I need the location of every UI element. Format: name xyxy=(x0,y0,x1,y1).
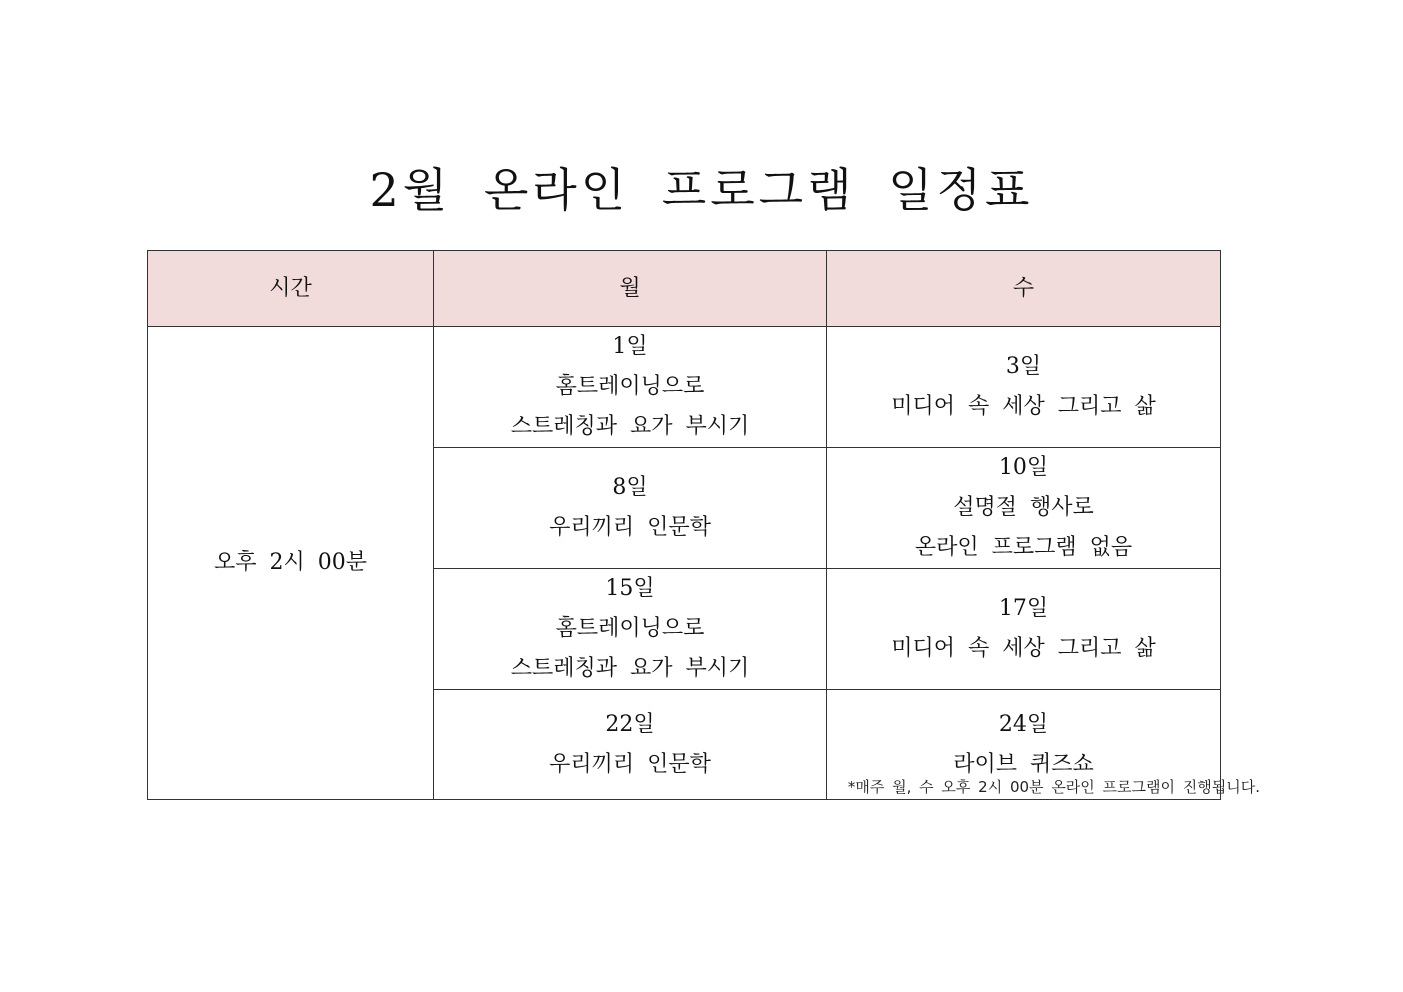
schedule-table xyxy=(147,250,1221,800)
monday-program: 스트레칭과 요가 부시기 xyxy=(510,414,750,439)
header-time: 시간 xyxy=(148,251,434,327)
wednesday-program: 미디어 속 세상 그리고 삶 xyxy=(891,636,1156,661)
wednesday-date: 24일 xyxy=(998,711,1049,737)
wednesday-cell xyxy=(827,448,1221,569)
header-monday: 월 xyxy=(434,251,827,327)
monday-program: 홈트레이닝으로 xyxy=(555,616,705,641)
monday-cell xyxy=(434,448,827,569)
wednesday-date: 17일 xyxy=(998,596,1049,621)
monday-date: 8일 xyxy=(612,475,648,500)
wednesday-date: 10일 xyxy=(998,455,1049,480)
table-row xyxy=(148,327,1221,448)
monday-date: 15일 xyxy=(605,576,655,601)
monday-date: 22일 xyxy=(605,711,655,737)
monday-program: 스트레칭과 요가 부시기 xyxy=(510,656,750,681)
wednesday-program: 온라인 프로그램 없음 xyxy=(914,535,1133,560)
header-wednesday: 수 xyxy=(827,251,1221,327)
wednesday-program: 미디어 속 세상 그리고 삶 xyxy=(891,394,1156,419)
monday-cell xyxy=(434,327,827,448)
monday-program: 우리끼리 인문학 xyxy=(549,751,711,777)
monday-cell xyxy=(434,569,827,690)
header-row xyxy=(148,251,1221,327)
footnote: *매주 월, 수 오후 2시 00분 온라인 프로그램이 진행됩니다. xyxy=(847,778,1260,796)
wednesday-cell xyxy=(827,327,1221,448)
monday-date: 1일 xyxy=(612,334,648,359)
page-title: 2월 온라인 프로그램 일정표 xyxy=(369,163,1034,217)
wednesday-program: 설명절 행사로 xyxy=(953,495,1094,520)
wednesday-program: 라이브 퀴즈쇼 xyxy=(953,751,1094,777)
wednesday-date: 3일 xyxy=(1005,354,1042,379)
monday-program: 우리끼리 인문학 xyxy=(549,515,711,540)
time-slot-cell: 오후 2시 00분 xyxy=(148,327,434,800)
monday-program: 홈트레이닝으로 xyxy=(555,374,705,399)
wednesday-cell xyxy=(827,569,1221,690)
